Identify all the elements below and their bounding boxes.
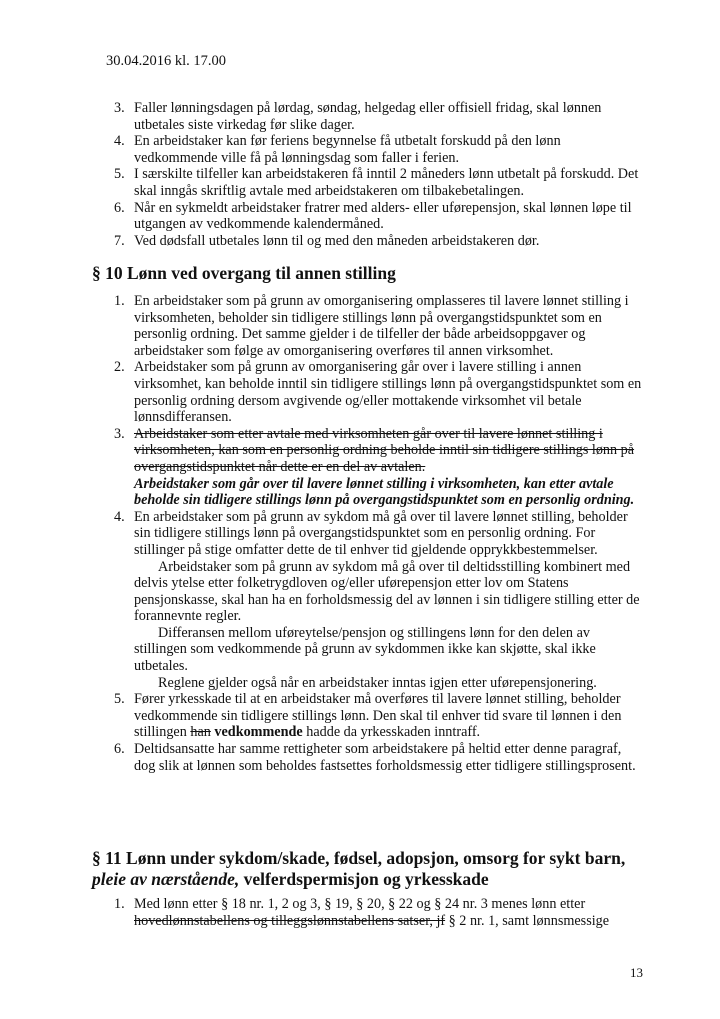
page-number: 13 bbox=[630, 965, 643, 980]
item-text: § 2 nr. 1, samt lønnsmessige bbox=[445, 912, 610, 929]
item-number: 2. bbox=[114, 359, 125, 376]
item-text: I særskilte tilfeller kan arbeidstakeren få inntil 2 måneders lønn utbetalt på forskudd. Det skal inngås skriftlig avtale med arbeidstakeren om tilbakebetalingen. bbox=[134, 166, 639, 199]
inserted-text: Arbeidstaker som går over til lavere lønnet stilling i virksomheten, kan etter avtale beholde sin tidligere stillings lønn på overgangstidspunktet som en personlig ordning. bbox=[134, 475, 635, 509]
item-paragraph: En arbeidstaker som på grunn av sykdom må gå over til lavere lønnet stilling, beholder sin tidligere stillings lønn på overgangstidspunktet som en personlig ordning. For stillinger på stige omfatter dette de til enhver tid gjeldende opprykkbestemmelser. bbox=[134, 508, 628, 558]
item-text: En arbeidstaker som på grunn av omorganisering omplasseres til lavere lønnet stilling i virksomheten, beholder sin tidligere stillings lønn på overgangstidspunktet som en personlig ordning. Det samme gjelder i de tilfeller der både arbeidsoppgaver og arbeidstaker som følge av omorganisering overføres til annen virksomhet. bbox=[134, 293, 629, 359]
heading-text: velferdspermisjon og yrkesskade bbox=[239, 869, 489, 889]
item-text: Arbeidstaker som på grunn av omorganisering går over i lavere stilling i annen virksomhet, kan beholde inntil sin tidligere stillings lønn på overgangstidspunktet som en personlig ordning dersom avgivende og/eller mottakende virksomhet vil betale lønnsdifferansen. bbox=[134, 359, 642, 426]
heading-text: § 11 Lønn under sykdom/skade, fødsel, adopsjon, omsorg for sykt barn, bbox=[92, 848, 626, 868]
item-number: 3. bbox=[114, 425, 125, 442]
item-number: 6. bbox=[114, 741, 125, 758]
struck-text: hovedlønnstabellens og tilleggslønnstabellens satser, jf bbox=[134, 912, 446, 929]
item-number: 4. bbox=[114, 508, 125, 525]
struck-text: Arbeidstaker som etter avtale med virksomheten går over til lavere lønnet stilling i virksomheten, kan som en personlig ordning beholde inntil sin tidligere stillings lønn på overgangstidspunktet når dette er en del av avtalen. bbox=[134, 425, 635, 475]
item-text: hadde da yrkesskaden inntraff. bbox=[302, 724, 481, 741]
list-item bbox=[106, 509, 646, 692]
list-item bbox=[106, 133, 646, 166]
item-text: En arbeidstaker kan før feriens begynnelse få utbetalt forskudd på den lønn vedkommende ville få på lønningsdag som faller i ferien. bbox=[134, 133, 561, 166]
item-number: 1. bbox=[114, 293, 125, 309]
item-number: 3. bbox=[114, 100, 125, 116]
item-text: Faller lønningsdagen på lørdag, søndag, helgedag eller offisiell fridag, skal lønnen utbetales siste virkedag før slike dager. bbox=[134, 100, 602, 133]
list-item bbox=[106, 741, 646, 774]
item-number: 5. bbox=[114, 166, 125, 183]
struck-text: han bbox=[190, 724, 211, 741]
section-10-heading: § 10 Lønn ved overgang til annen stilling bbox=[92, 263, 396, 283]
item-paragraph: Reglene gjelder også når en arbeidstaker inntas igjen etter uførepensjonering. bbox=[158, 674, 597, 691]
item-number: 6. bbox=[114, 199, 125, 216]
list-item bbox=[106, 896, 646, 929]
heading-italic-text: pleie av nærstående, bbox=[92, 869, 240, 889]
list-item bbox=[106, 293, 646, 359]
list-item bbox=[106, 233, 646, 250]
section-11-list bbox=[106, 896, 646, 929]
list-item bbox=[106, 100, 646, 133]
top-list bbox=[106, 100, 646, 249]
item-paragraph: Differansen mellom uføreytelse/pensjon og stillingens lønn for den delen av stillingen som vedkommende på grunn av sykdommen ikke kan skjøtte, skal ikke utbetales. bbox=[134, 624, 596, 675]
list-item bbox=[106, 691, 646, 741]
item-number: 7. bbox=[114, 232, 125, 249]
list-item bbox=[106, 200, 646, 233]
list-item bbox=[106, 166, 646, 199]
item-text: Deltidsansatte har samme rettigheter som arbeidstakere på heltid etter denne paragraf, dog slik at lønnen som beholdes fastsettes forholdsmessig etter tidligere stillingsprosent. bbox=[134, 741, 636, 774]
item-text: Når en sykmeldt arbeidstaker fratrer med alders- eller uførepensjon, skal lønnen løpe til utgangen av vedkommende kalendermåned. bbox=[134, 199, 632, 233]
item-number: 4. bbox=[114, 133, 125, 150]
item-text: Ved dødsfall utbetales lønn til og med den måneden arbeidstakeren dør. bbox=[134, 232, 540, 249]
section-11-heading bbox=[92, 848, 652, 890]
item-text: Fører yrkesskade til at en arbeidstaker må overføres til lavere lønnet stilling, beholder vedkommende sin tidligere stillings lønn. Den skal til enhver tid svare til lønnen i den stillingen bbox=[134, 691, 622, 741]
item-number: 1. bbox=[114, 896, 125, 912]
section-10-list bbox=[106, 293, 646, 774]
inserted-text: vedkommende bbox=[214, 724, 303, 741]
list-item bbox=[106, 426, 646, 509]
item-paragraph: Arbeidstaker som på grunn av sykdom må gå over til deltidsstilling kombinert med delvis ytelse etter folketrygdloven og/eller uførepensjon etter lov om Statens pensjonskasse, skal han ha en forholdsmessig del av lønnen i sin tidligere stilling etter de forannevnte regler. bbox=[134, 558, 640, 625]
item-number: 5. bbox=[114, 691, 125, 708]
item-text: Med lønn etter § 18 nr. 1, 2 og 3, § 19, § 20, § 22 og § 24 nr. 3 menes lønn etter bbox=[134, 896, 586, 912]
list-item bbox=[106, 359, 646, 425]
header-date: 30.04.2016 kl. 17.00 bbox=[106, 53, 227, 69]
